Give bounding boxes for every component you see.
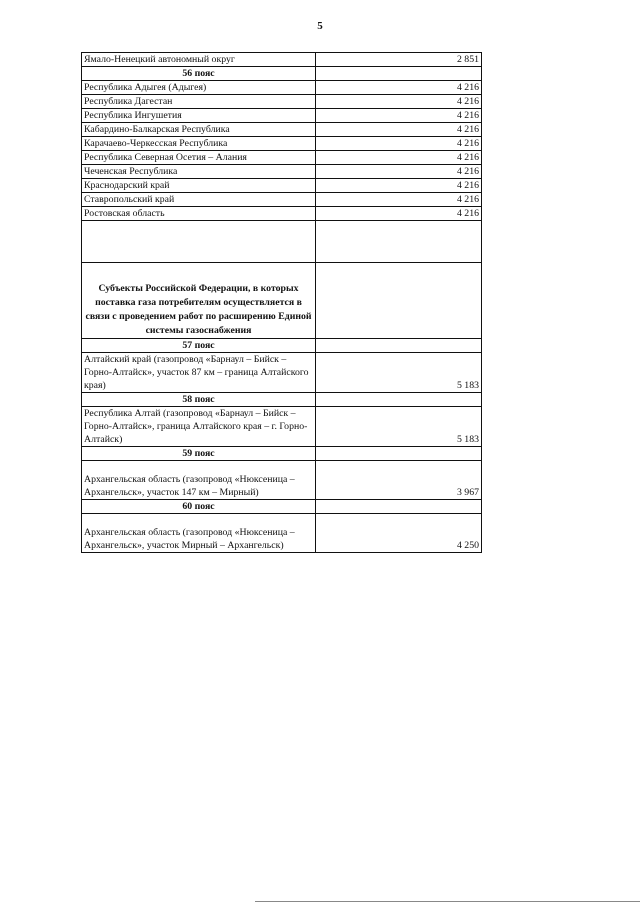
table-row (82, 353, 482, 393)
tariff-table (81, 52, 482, 553)
tariff-value: 4 250 (316, 514, 482, 553)
zone-row (82, 500, 482, 514)
tariff-value: 2 851 (316, 53, 482, 67)
table-row (82, 95, 482, 109)
region-name: Республика Алтай (газопровод «Барнаул – Бийск – Горно-Алтайск», граница Алтайского края – г. Горно-Алтайск) (82, 407, 316, 447)
zone-row (82, 339, 482, 353)
zone-label: 57 пояс (82, 339, 316, 353)
zone-label: 58 пояс (82, 393, 316, 407)
region-name: Чеченская Республика (82, 165, 316, 179)
region-name: Ростовская область (82, 207, 316, 221)
empty-cell (316, 500, 482, 514)
tariff-value: 3 967 (316, 461, 482, 500)
tariff-value: 5 183 (316, 353, 482, 393)
table-row (82, 461, 482, 500)
region-name: Архангельская область (газопровод «Нюксеница – Архангельск», участок Мирный – Архангельск) (82, 514, 316, 553)
tariff-value: 4 216 (316, 193, 482, 207)
region-name: Ямало-Ненецкий автономный округ (82, 53, 316, 67)
region-name: Краснодарский край (82, 179, 316, 193)
table-row (82, 179, 482, 193)
tariff-value: 4 216 (316, 123, 482, 137)
table-row (82, 407, 482, 447)
blank-row (82, 221, 482, 263)
empty-cell (316, 221, 482, 263)
zone-label: 56 пояс (82, 67, 316, 81)
table-row (82, 137, 482, 151)
empty-cell (316, 393, 482, 407)
tariff-value: 4 216 (316, 179, 482, 193)
zone-label: 59 пояс (82, 447, 316, 461)
region-name: Республика Северная Осетия – Алания (82, 151, 316, 165)
table-row (82, 514, 482, 553)
table-row (82, 81, 482, 95)
section-heading-row (82, 263, 482, 339)
section-heading: Субъекты Российской Федерации, в которых поставка газа потребителям осуществляется в связи с проведением работ по расширению Единой системы газоснабжения (82, 263, 316, 339)
zone-row (82, 67, 482, 81)
tariff-value: 4 216 (316, 151, 482, 165)
tariff-value: 4 216 (316, 165, 482, 179)
region-name: Республика Ингушетия (82, 109, 316, 123)
tariff-value: 4 216 (316, 137, 482, 151)
tariff-value: 4 216 (316, 95, 482, 109)
empty-cell (316, 339, 482, 353)
region-name: Кабардино-Балкарская Республика (82, 123, 316, 137)
zone-row (82, 393, 482, 407)
table-row (82, 193, 482, 207)
table-row (82, 123, 482, 137)
table-row (82, 151, 482, 165)
empty-cell (316, 67, 482, 81)
table-row (82, 165, 482, 179)
empty-cell (316, 263, 482, 339)
scan-edge-line (255, 901, 640, 902)
zone-row (82, 447, 482, 461)
empty-cell (82, 221, 316, 263)
region-name: Архангельская область (газопровод «Нюксеница – Архангельск», участок 147 км – Мирный) (82, 461, 316, 500)
tariff-value: 4 216 (316, 109, 482, 123)
zone-label: 60 пояс (82, 500, 316, 514)
region-name: Карачаево-Черкесская Республика (82, 137, 316, 151)
page-number: 5 (317, 20, 323, 32)
tariff-value: 4 216 (316, 207, 482, 221)
table-row (82, 109, 482, 123)
region-name: Ставропольский край (82, 193, 316, 207)
tariff-value: 5 183 (316, 407, 482, 447)
region-name: Республика Адыгея (Адыгея) (82, 81, 316, 95)
table-row (82, 53, 482, 67)
empty-cell (316, 447, 482, 461)
table-row (82, 207, 482, 221)
region-name: Республика Дагестан (82, 95, 316, 109)
region-name: Алтайский край (газопровод «Барнаул – Бийск – Горно-Алтайск», участок 87 км – граница Алтайского края) (82, 353, 316, 393)
tariff-value: 4 216 (316, 81, 482, 95)
